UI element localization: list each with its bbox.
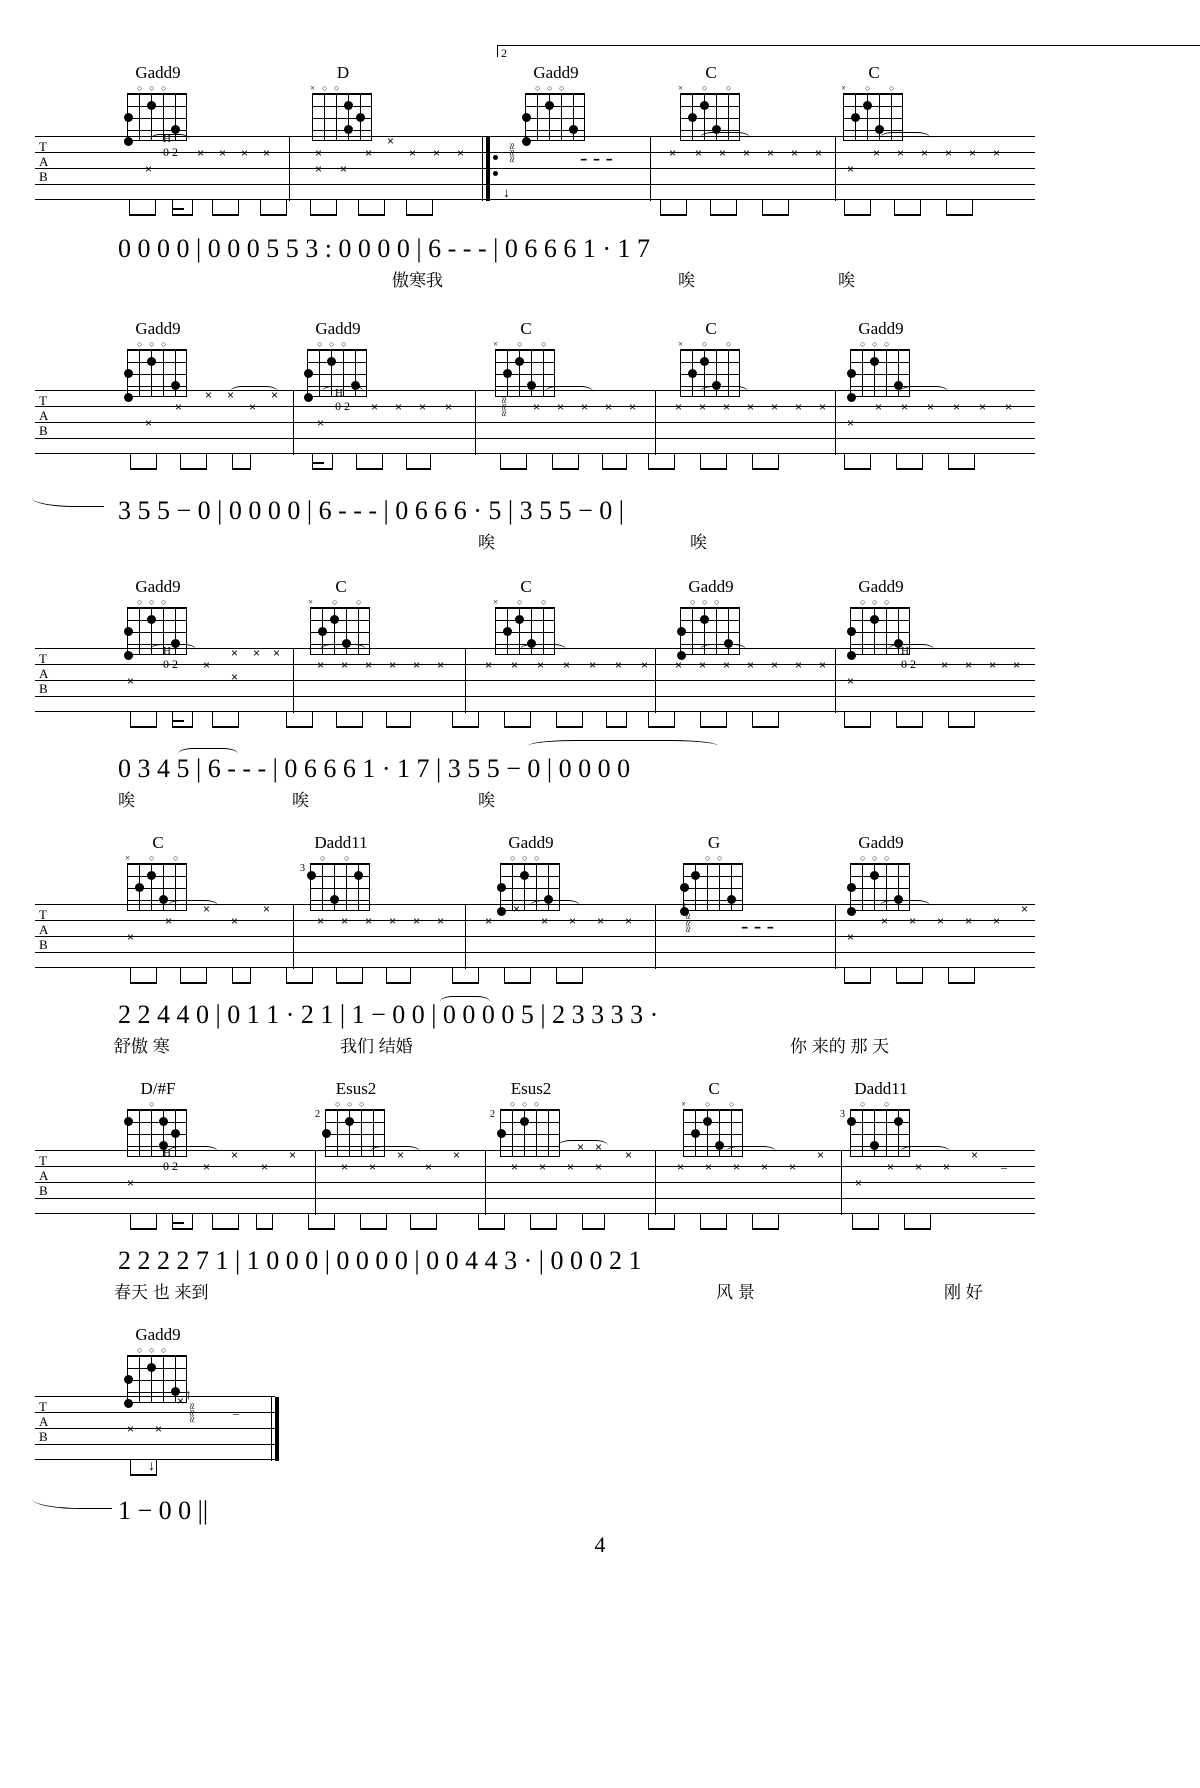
jianpu-line: 0 3 4 5 | 6 - - - | 0 6 6 6 1 · 1 7 | 3 5 5 − 0 | 0 0 0 0 <box>118 754 631 783</box>
chord-diagram-gadd9: Gadd9 ○ ○ ○ <box>845 578 917 655</box>
lyric: 唉 <box>690 533 707 552</box>
chord-diagram-gadd9: Gadd9 ○ ○ ○ <box>122 64 194 141</box>
chord-name: Gadd9 <box>858 833 904 852</box>
chord-name: C <box>152 833 164 852</box>
lyric: 唉 <box>118 791 135 810</box>
tab-sheet-page: 2 Gadd9 ○ ○ ○ D × ○ ○ Gadd9 ○ ○ ○ C × ○ ○ C × ○ ○ T A B × H 0 2 × × × × × × × × × × × × ≈≈≈ ↓ - - - × × × × × × × × × × × × × × 0 0 0 0 | 0 0 0 5 5 3 : 0 0 0 0 | 6 - - - | 0 6 6 6 1 · 1 7 傲寒我 唉 唉 Gadd9 ○ ○ ○ Gadd9 ○ ○ ○ C × ○ ○ C × ○ ○ Gadd9 ○ ○ ○ T A B × × × × × × × H 0 2 × × × × ≈≈≈ × × × × × × × × × × × × × × × × × × × 3 5 5 − 0 | 0 0 0 0 | 6 - - - | 0 6 6 6 · 5 | 3 5 5 − 0 | 唉 唉 Gadd9 ○ ○ ○ C × ○ ○ C × ○ ○ Gadd9 ○ ○ ○ Gadd9 ○ ○ ○ T A B × H 0 2 × × × × × × × × × × × × × × × × × × × × × × × × × × H 0 2 × × × × 0 3 4 5 | 6 - - - | 0 6 6 6 1 · 1 7 | 3 5 5 − 0 | 0 0 0 0 唉 唉 唉 C × ○ ○ Dadd11 ○ ○ 3 Gadd9 ○ ○ ○ G ○ ○ Gadd9 ○ ○ ○ T A B × × × × × × × × × × × × × × × × × ↑ ≈≈≈ - - - × × × × × × × 2 2 4 4 0 | 0 1 1 · 2 1 | 1 − 0 0 | 0 0 0 0 5 | 2 3 3 3 3 · 舒傲 寒 我们 结婚 你 来的 那 天 D/#F ○ Esus2 ○ ○ ○ 2 Esus2 ○ ○ ○ 2 C × ○ ○ Dadd11 ○ ○ 3 T A B × H 0 2 × × × × × × × × × × × × × × × × × × × × × × × × × × × – 2 2 2 2 7 1 | 1 0 0 0 | 0 0 0 0 | 0 0 4 4 3 · | 0 0 0 2 1 春天 也 来到 风 景 刚 好 Gadd9 ○ ○ ○ T A B × × × ↑ ≈≈≈ – ↓ 1 − 0 0 || 4 <box>0 0 1200 1788</box>
chord-diagram-c: C × ○ ○ <box>490 578 562 655</box>
lyric: 唉 <box>678 271 695 290</box>
chord-diagram-gadd9: Gadd9 ○ ○ ○ <box>845 834 917 911</box>
chord-name: Dadd11 <box>854 1079 908 1098</box>
chord-name: C <box>705 319 717 338</box>
chord-name: Gadd9 <box>688 577 734 596</box>
chord-diagram-c: C × ○ ○ <box>490 320 562 397</box>
tab-staff: T A B × H 0 2 × × × × × × × × × × × × ≈≈≈ ↓ - - - × × × × × × × × × × × × × × <box>35 136 1035 200</box>
jianpu-line: 0 0 0 0 | 0 0 0 5 5 3 : 0 0 0 0 | 6 - - - | 0 6 6 6 1 · 1 7 <box>118 234 650 263</box>
lyric: 唉 <box>478 533 495 552</box>
tab-clef: T A B <box>39 907 49 952</box>
lyric: 你 来的 那 天 <box>790 1037 890 1056</box>
chord-diagram-c: C × ○ ○ <box>838 64 910 141</box>
chord-diagram-gadd9: Gadd9 ○ ○ ○ <box>122 1326 194 1403</box>
lyric: 唉 <box>478 791 495 810</box>
chord-diagram-gadd9: Gadd9 ○ ○ ○ <box>520 64 592 141</box>
chord-name: G <box>707 833 721 852</box>
jianpu-line: 2 2 2 2 7 1 | 1 0 0 0 | 0 0 0 0 | 0 0 4 4 3 · | 0 0 0 2 1 <box>118 1246 642 1275</box>
chord-diagram-dadd11: Dadd11 ○ ○ 3 <box>305 834 377 911</box>
page-number: 4 <box>594 1532 606 1557</box>
chord-name: Dadd11 <box>314 833 368 852</box>
chord-diagram-gadd9: Gadd9 ○ ○ ○ <box>122 578 194 655</box>
lyric: 刚 好 <box>944 1283 983 1302</box>
chord-name: Gadd9 <box>135 1325 181 1344</box>
chord-diagram-gadd9: Gadd9 ○ ○ ○ <box>675 578 747 655</box>
tie-carry <box>32 492 104 507</box>
chord-diagram-gadd9: Gadd9 ○ ○ ○ <box>845 320 917 397</box>
chord-diagram-d-sharp-f: D/#F ○ <box>122 1080 194 1157</box>
chord-diagram-esus2: Esus2 ○ ○ ○ 2 <box>495 1080 567 1157</box>
tab-staff: T A B × × × ↑ ≈≈≈ – <box>35 1396 275 1460</box>
chord-diagram-gadd9: Gadd9 ○ ○ ○ <box>302 320 374 397</box>
chord-name: C <box>708 1079 720 1098</box>
chord-name: C <box>705 63 717 82</box>
tab-staff: T A B × H 0 2 × × × × × × × × × × × × × × × × × × × × × × × × × × H 0 2 × × × × <box>35 648 1035 712</box>
jianpu-line: 2 2 4 4 0 | 0 1 1 · 2 1 | 1 − 0 0 | 0 0 0 0 5 | 2 3 3 3 3 · <box>118 1000 659 1029</box>
chord-diagram-c: C × ○ ○ <box>122 834 194 911</box>
chord-name: Gadd9 <box>135 319 181 338</box>
chord-name: Gadd9 <box>135 577 181 596</box>
chord-name: Gadd9 <box>858 319 904 338</box>
chord-diagram-d: D × ○ ○ <box>307 64 379 141</box>
chord-diagram-gadd9: Gadd9 ○ ○ ○ <box>122 320 194 397</box>
chord-name: Gadd9 <box>135 63 181 82</box>
chord-name: Gadd9 <box>508 833 554 852</box>
chord-diagram-g: G ○ ○ <box>678 834 750 911</box>
chord-name: C <box>335 577 347 596</box>
lyric: 傲寒我 <box>392 271 443 290</box>
tab-staff: T A B × H 0 2 × × × × × × × × × × × × × × × × × × × × × × × × × × × – <box>35 1150 1035 1214</box>
top-rule <box>1016 45 1200 46</box>
jianpu-line: 1 − 0 0 || <box>118 1496 209 1525</box>
chord-name: Gadd9 <box>533 63 579 82</box>
chord-name: C <box>868 63 880 82</box>
chord-diagram-dadd11: Dadd11 ○ ○ 3 <box>845 1080 917 1157</box>
tab-clef: T A B <box>39 1153 49 1198</box>
chord-name: Esus2 <box>335 1079 377 1098</box>
chord-name: Esus2 <box>510 1079 552 1098</box>
lyric: 春天 也 来到 <box>114 1283 209 1302</box>
chord-diagram-c: C × ○ ○ <box>675 320 747 397</box>
lyric: 舒傲 寒 <box>114 1037 170 1056</box>
lyric: 风 景 <box>716 1283 755 1302</box>
chord-diagram-c: C × ○ ○ <box>678 1080 750 1157</box>
tab-staff: T A B × × × × × × × H 0 2 × × × × ≈≈≈ × × × × × × × × × × × × × × × × × × × <box>35 390 1035 454</box>
tab-clef: T A B <box>39 651 49 696</box>
chord-name: Gadd9 <box>858 577 904 596</box>
chord-name: C <box>520 319 532 338</box>
chord-name: D/#F <box>140 1079 176 1098</box>
chord-diagram-c: C × ○ ○ <box>675 64 747 141</box>
chord-name: Gadd9 <box>315 319 361 338</box>
ending-number: 2 <box>501 46 507 60</box>
lyric: 我们 结婚 <box>340 1037 413 1056</box>
chord-diagram-c: C × ○ ○ <box>305 578 377 655</box>
tab-staff: T A B × × × × × × × × × × × × × × × × × ↑ ≈≈≈ - - - × × × × × × × <box>35 904 1035 968</box>
chord-diagram-esus2: Esus2 ○ ○ ○ 2 <box>320 1080 392 1157</box>
tab-clef: T A B <box>39 393 49 438</box>
tab-clef: T A B <box>39 139 49 184</box>
lyric: 唉 <box>838 271 855 290</box>
chord-name: C <box>520 577 532 596</box>
chord-diagram-gadd9: Gadd9 ○ ○ ○ <box>495 834 567 911</box>
chord-name: D <box>336 63 350 82</box>
tie-carry <box>32 1492 112 1509</box>
lyric: 唉 <box>292 791 309 810</box>
jianpu-line: 3 5 5 − 0 | 0 0 0 0 | 6 - - - | 0 6 6 6 · 5 | 3 5 5 − 0 | <box>118 496 624 525</box>
tab-clef: T A B <box>39 1399 49 1444</box>
